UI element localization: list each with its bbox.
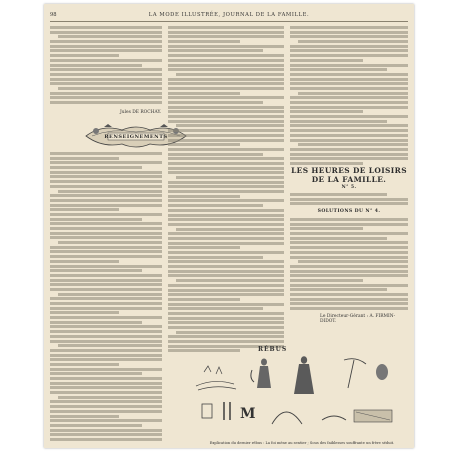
text-line [50,424,142,427]
text-line [290,218,408,221]
text-line [50,213,162,216]
text-line [50,199,162,202]
right-text-block-top [290,26,408,167]
text-line [50,311,119,314]
solutions-text [290,218,408,312]
text-line [168,199,284,202]
text-line [290,251,408,254]
text-line [50,92,162,95]
text-line [290,202,408,205]
text-line [50,171,162,174]
text-line [168,284,284,287]
text-line [168,134,284,137]
text-line [168,49,263,52]
text-line [290,241,408,244]
text-line [58,190,162,193]
text-line [50,78,162,81]
text-line [50,283,162,286]
text-line [50,340,162,343]
text-line [50,405,162,408]
text-line [290,115,408,118]
rebus-caption: Explication du dernier rébus : La foi mène au sentier ; Sous des faiblesses souffrante un frère séduit. [209,441,395,445]
text-line [168,110,284,113]
text-line [290,87,408,90]
text-line [290,134,408,137]
text-line [168,340,284,343]
text-line [168,143,240,146]
text-line [50,222,162,225]
text-line [168,274,284,277]
text-line [290,106,408,109]
text-line [290,35,408,38]
text-line [50,194,162,197]
text-line [176,176,284,179]
text-line [50,419,162,422]
section-title-line1: LES HEURES DE LOISIRS [291,166,407,175]
text-line [50,161,162,164]
text-line [290,31,408,34]
text-line [50,64,142,67]
page-header [50,12,408,20]
text-line [50,335,162,338]
text-line [168,82,284,85]
text-line [58,241,162,244]
text-line [290,223,408,226]
text-line [168,153,263,156]
text-line [298,40,408,43]
text-line [290,82,408,85]
text-line [168,26,284,29]
text-line [50,152,162,155]
text-line [50,45,162,48]
text-line [168,64,284,67]
text-line [168,101,263,104]
text-line [168,92,240,95]
text-line [290,246,408,249]
text-line [168,106,284,109]
text-line [290,279,363,282]
text-line [50,363,119,366]
text-line [290,302,408,305]
text-line [168,307,263,310]
right-column [290,26,408,352]
middle-column [168,26,284,352]
text-line [50,250,162,253]
text-line [290,148,408,151]
text-line [50,227,162,230]
text-line [168,87,284,90]
banner-label: RENSEIGNEMENTS [104,134,168,140]
text-line [50,307,162,310]
text-line [176,124,284,127]
text-line [58,293,162,296]
text-line [168,195,240,198]
text-line [50,49,162,52]
text-line [168,270,284,273]
text-line [50,438,162,441]
text-line [168,209,284,212]
text-line [168,293,284,296]
text-line [290,78,408,81]
left-column [50,26,162,446]
text-line [290,139,408,142]
text-line [290,307,408,310]
text-line [168,326,284,329]
text-line [50,274,162,277]
text-line [168,204,263,207]
text-line [50,26,162,29]
text-line [50,410,162,413]
text-line [168,190,284,193]
text-line [50,255,162,258]
text-line [290,162,363,165]
text-line [168,321,284,324]
svg-text:M: M [240,406,256,422]
text-line [290,288,387,291]
text-line [50,330,162,333]
text-line [168,256,263,259]
text-line [58,35,162,38]
text-line [176,279,284,282]
text-line [290,157,408,160]
text-line [168,232,284,235]
text-line [50,372,142,375]
text-line [50,354,162,357]
text-line [290,45,408,48]
text-line [168,349,240,352]
text-line [50,368,162,371]
text-line [50,391,162,394]
text-line [50,433,162,436]
text-line [298,92,408,95]
text-line [168,68,284,71]
rebus-drawing-icon [194,354,409,434]
text-line [50,73,162,76]
text-line [290,270,408,273]
text-line [290,26,408,29]
text-line [168,260,284,263]
text-line [50,175,162,178]
text-line [290,110,363,113]
text-line [50,325,162,328]
text-line [50,279,162,282]
text-line [290,101,408,104]
text-line [290,64,408,67]
text-line [290,54,408,57]
text-line [168,78,284,81]
text-line [50,349,162,352]
text-line [168,167,284,170]
text-line [168,289,284,292]
text-line [168,317,284,320]
text-line [168,246,240,249]
text-line [290,284,408,287]
section-title-line2: DE LA FAMILLE. [311,175,387,184]
text-line [50,185,162,188]
text-line [176,73,284,76]
text-line [50,260,119,263]
text-line [168,242,284,245]
text-line [168,214,284,217]
text-line [290,68,387,71]
text-line [168,237,284,240]
rebus-title: RÉBUS [258,346,288,353]
text-line [290,73,408,76]
text-line [168,129,284,132]
text-line [290,124,408,127]
text-line [50,400,162,403]
page-number: 98 [50,12,57,18]
text-line [168,162,284,165]
text-line [50,54,119,57]
text-line [168,31,284,34]
text-line [50,166,142,169]
text-line [290,59,363,62]
left-text-block-bottom [50,152,162,443]
text-line [50,180,162,183]
newspaper-page [44,4,414,448]
text-line [50,208,119,211]
text-line [168,218,284,221]
article-signature: Jules DE ROCHAY. [120,110,162,115]
text-line [168,96,284,99]
text-line [290,153,408,156]
text-line [50,429,162,432]
running-title: LA MODE ILLUSTRÉE, JOURNAL DE LA FAMILLE. [148,12,310,18]
text-line [168,181,284,184]
text-line [50,157,119,160]
text-line [290,293,408,296]
text-line [168,303,284,306]
text-line [168,265,284,268]
text-line [50,96,162,99]
text-line [50,204,162,207]
text-line [168,298,240,301]
text-line [290,265,408,268]
text-line [50,246,162,249]
text-line [290,129,408,132]
riddle-text [290,193,408,207]
text-line [290,237,387,240]
text-line [50,358,162,361]
text-line [50,40,162,43]
text-line [290,49,408,52]
text-line [50,68,162,71]
section-number: N° 5. [341,185,357,190]
text-line [50,232,162,235]
text-line [50,101,162,104]
text-line [50,382,162,385]
text-line [168,335,284,338]
text-line [168,251,284,254]
text-line [168,185,284,188]
text-line [50,218,142,221]
text-line [290,193,387,196]
text-line [290,96,408,99]
rebus-illustration [194,354,409,434]
text-line [168,54,284,57]
text-line [168,139,284,142]
text-line [290,198,408,201]
text-line [176,228,284,231]
text-line [50,316,162,319]
text-line [290,256,408,259]
text-line [58,396,162,399]
text-line [168,45,284,48]
text-line [50,82,162,85]
text-line [290,120,387,123]
text-line [290,232,408,235]
text-line [290,274,408,277]
text-line [168,59,284,62]
text-line [168,223,284,226]
text-line [50,59,162,62]
left-text-block-top [50,26,162,106]
text-line [50,321,142,324]
text-line [168,120,284,123]
text-line [50,31,162,34]
text-line [58,87,162,90]
text-line [290,298,408,301]
text-line [168,171,284,174]
text-line [168,115,284,118]
text-line [50,297,162,300]
text-line [168,35,284,38]
text-line [50,288,162,291]
text-line [58,344,162,347]
text-line [50,415,119,418]
text-line [168,40,240,43]
text-line [298,143,408,146]
text-line [50,377,162,380]
text-line [168,312,284,315]
publisher-signature: Le Directeur-Gérant : A. FIRMIN-DIDOT. [320,314,396,324]
text-line [50,302,162,305]
text-line [50,386,162,389]
text-line [290,227,363,230]
text-line [50,236,162,239]
text-line [168,157,284,160]
text-line [50,269,142,272]
middle-text-block [168,26,284,352]
solutions-heading: SOLUTIONS DU N° 4. [317,209,381,214]
text-line [168,148,284,151]
text-line [176,331,284,334]
header-rule [50,21,408,22]
text-line [298,260,408,263]
text-line [50,265,162,268]
